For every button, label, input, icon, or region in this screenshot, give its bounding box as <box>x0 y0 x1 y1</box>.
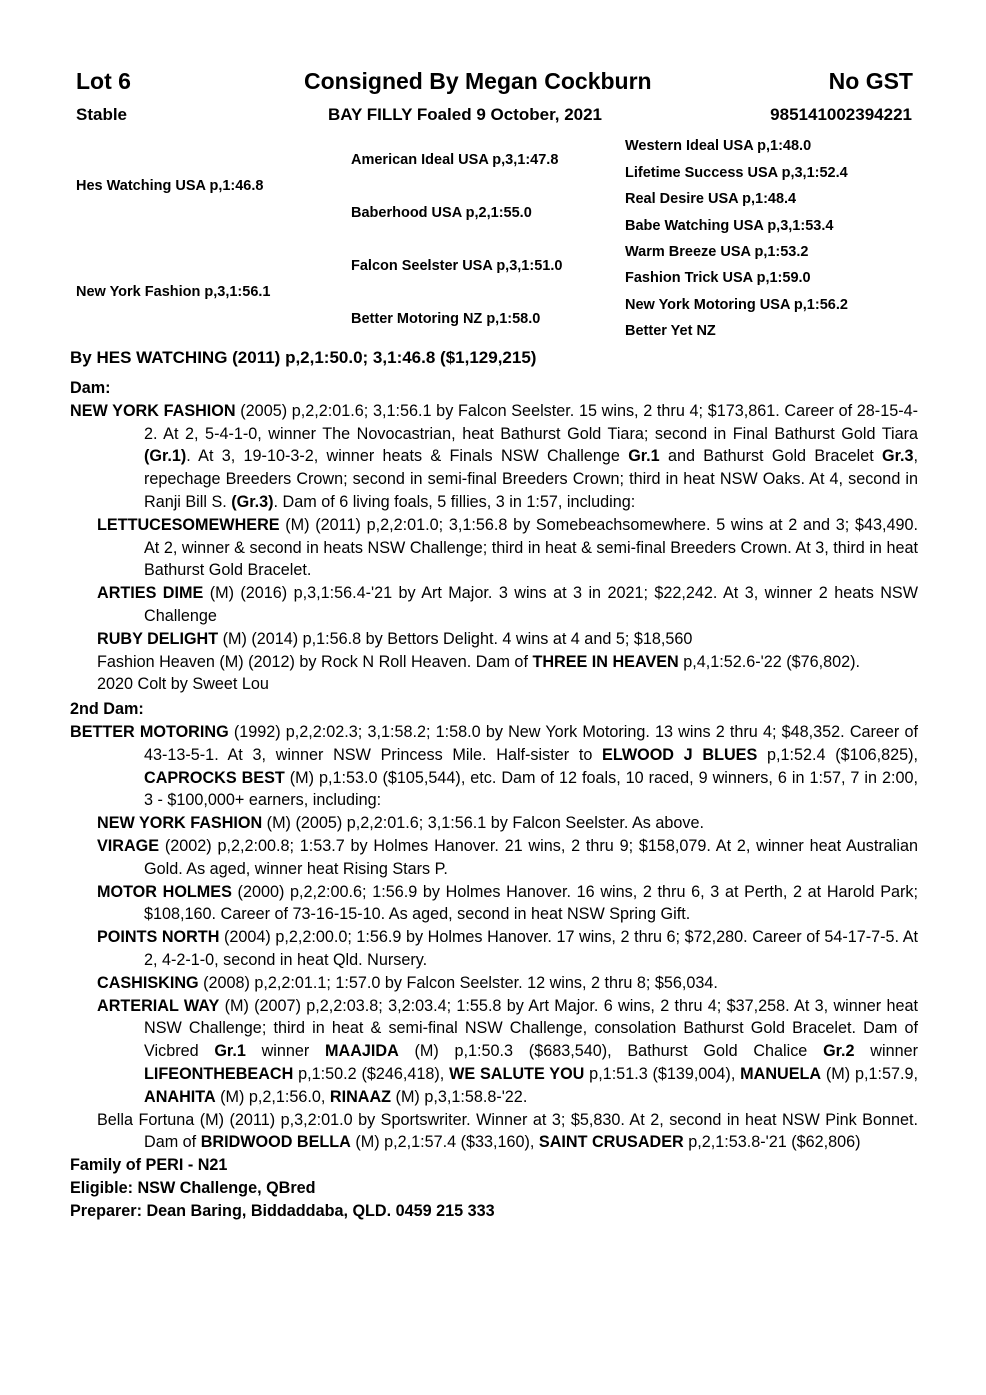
pedigree-gen3-2: Lifetime Success USA p,3,1:52.4 <box>625 165 848 181</box>
pedigree-gen3-6: Fashion Trick USA p,1:59.0 <box>625 270 811 286</box>
second-dam-label: 2nd Dam: <box>70 700 144 719</box>
pedigree-gen3-3: Real Desire USA p,1:48.4 <box>625 191 797 207</box>
pedigree-sire-dam: Baberhood USA p,2,1:55.0 <box>351 205 532 221</box>
catalogue-body <box>70 377 918 1222</box>
pedigree-dam: New York Fashion p,3,1:56.1 <box>76 284 271 300</box>
progeny-entry: NEW YORK FASHION (M) (2005) p,2,2:01.6; 3,1:56.1 by Falcon Seelster. As above. <box>97 814 704 833</box>
eligible-line: Eligible: NSW Challenge, QBred <box>70 1178 316 1197</box>
pedigree-sire: Hes Watching USA p,1:46.8 <box>76 178 264 194</box>
pedigree-gen3-7: New York Motoring USA p,1:56.2 <box>625 297 848 313</box>
progeny-entry: CASHISKING (2008) p,2,2:01.1; 1:57.0 by Falcon Seelster. 12 wins, 2 thru 8; $56,034. <box>97 973 718 992</box>
pedigree-gen3-5: Warm Breeze USA p,1:53.2 <box>625 244 809 260</box>
family-line: Family of PERI - N21 <box>70 1156 228 1175</box>
pedigree-gen3-4: Babe Watching USA p,3,1:53.4 <box>625 218 834 234</box>
progeny-entry: Fashion Heaven (M) (2012) by Rock N Roll Heaven. Dam of THREE IN HEAVEN p,4,1:52.6-'22 ($76,802). <box>97 652 861 671</box>
preparer-line: Preparer: Dean Baring, Biddaddaba, QLD. 0459 215 333 <box>70 1201 495 1220</box>
pedigree-gen3-1: Western Ideal USA p,1:48.0 <box>625 138 812 154</box>
progeny-entry: POINTS NORTH (2004) p,2,2:00.0; 1:56.9 by Holmes Hanover. 17 wins, 2 thru 6; $72,280. Career of 54-17-7-5. At 2, 4-2-1-0, second in heat Qld. Nursery. <box>97 928 918 969</box>
second-dam-paragraph: BETTER MOTORING (1992) p,2,2:02.3; 3,1:58.2; 1:58.0 by New York Motoring. 13 wins 2 thru 4; $48,352. Career of 43-13-5-1. At 3, winner NSW Princess Mile. Half-sister to ELWOOD J BLUES p,1:52.4 ($106,825), CAPROCKS BEST (M) p,1:53.0 ($105,544), etc. Dam of 12 foals, 10 raced, 9 winners, 6 in 1:57, 7 in 2:00, 3 - $100,000+ earners, including: <box>70 722 918 810</box>
pedigree-dam-dam: Better Motoring NZ p,1:58.0 <box>351 311 541 327</box>
progeny-entry: VIRAGE (2002) p,2,2:00.8; 1:53.7 by Holmes Hanover. 21 wins, 2 thru 9; $158,079. At 2, winner heat Australian Gold. As aged, winner heat Rising Stars P. <box>97 836 918 878</box>
progeny-entry: 2020 Colt by Sweet Lou <box>97 675 269 694</box>
progeny-entry: Bella Fortuna (M) (2011) p,3,2:01.0 by Sportswriter. Winner at 3; $5,830. At 2, second in heat NSW Pink Bonnet. Dam of BRIDWOOD BELLA (M) p,2,1:57.4 ($33,160), SAINT CRUSADER p,2,1:53.8-'21 ($62,806) <box>97 1110 918 1152</box>
horse-description: BAY FILLY Foaled 9 October, 2021 <box>328 105 603 124</box>
progeny-entry: LETTUCESOMEWHERE (M) (2011) p,2,2:01.0; 3,1:56.8 by Somebeachsomewhere. 5 wins at 2 and 3; $43,490. At 2, winner & second in heats NSW Challenge; third in heat & semi-final Breeders Crown. At 3, third in heat Bathurst Gold Bracelet. <box>97 515 918 580</box>
microchip-number: 985141002394221 <box>770 105 912 124</box>
second-dam-name: BETTER MOTORING <box>70 722 229 741</box>
sire-line: By HES WATCHING (2011) p,2,1:50.0; 3,1:46.8 ($1,129,215) <box>70 348 537 367</box>
dam-label: Dam: <box>70 379 111 397</box>
progeny-entry: ARTERIAL WAY (M) (2007) p,2,2:03.8; 3,2:03.4; 1:55.8 by Art Major. 6 wins, 2 thru 4; $37,258. At 3, winner heat NSW Challenge; third in heat & semi-final NSW Challenge, consolation Bathurst Gold Bracelet. Dam of Vicbred Gr.1 winner MAAJIDA (M) p,1:50.3 ($683,540), Bathurst Gold Chalice Gr.2 winner LIFEONTHEBEACH p,1:50.2 ($246,418), WE SALUTE YOU p,1:51.3 ($139,004), MANUELA (M) p,1:57.9, ANAHITA (M) p,2,1:56.0, RINAAZ (M) p,3,1:58.8-'22. <box>97 996 919 1106</box>
dam-paragraph: NEW YORK FASHION (2005) p,2,2:01.6; 3,1:56.1 by Falcon Seelster. 15 wins, 2 thru 4; $173,861. Career of 28-15-4-2. At 2, 5-4-1-0, winner The Novocastrian, heat Bathurst Gold Tiara; second in Final Bathurst Gold Tiara (Gr.1). At 3, 19-10-3-2, winner heats & Finals NSW Challenge Gr.1 and Bathurst Gold Bracelet Gr.3, repechage Breeders Crown; second in semi-final Breeders Crown; third in heat NSW Oaks. At 4, second in Ranji Bill S. (Gr.3). Dam of 6 living foals, 5 fillies, 3 in 1:57, including: <box>70 401 919 511</box>
progeny-entry: RUBY DELIGHT (M) (2014) p,1:56.8 by Bettors Delight. 4 wins at 4 and 5; $18,560 <box>97 629 693 648</box>
progeny-entry: ARTIES DIME (M) (2016) p,3,1:56.4-'21 by Art Major. 3 wins at 3 in 2021; $22,242. At 3, winner 2 heats NSW Challenge <box>97 584 918 625</box>
consignor: Consigned By Megan Cockburn <box>304 68 652 94</box>
pedigree-dam-sire: Falcon Seelster USA p,3,1:51.0 <box>351 258 563 274</box>
pedigree-sire-sire: American Ideal USA p,3,1:47.8 <box>351 152 559 168</box>
stable-label: Stable <box>76 105 128 124</box>
progeny-entry: MOTOR HOLMES (2000) p,2,2:00.6; 1:56.9 by Holmes Hanover. 16 wins, 2 thru 6, 3 at Perth, 2 at Harold Park; $108,160. Career of 73-16-15-10. As aged, second in heat NSW Spring Gift. <box>97 882 918 924</box>
dam-name: NEW YORK FASHION <box>70 401 236 420</box>
lot-number: Lot 6 <box>76 68 131 94</box>
gst-status: No GST <box>828 68 913 94</box>
pedigree-gen3-8: Better Yet NZ <box>625 323 716 339</box>
